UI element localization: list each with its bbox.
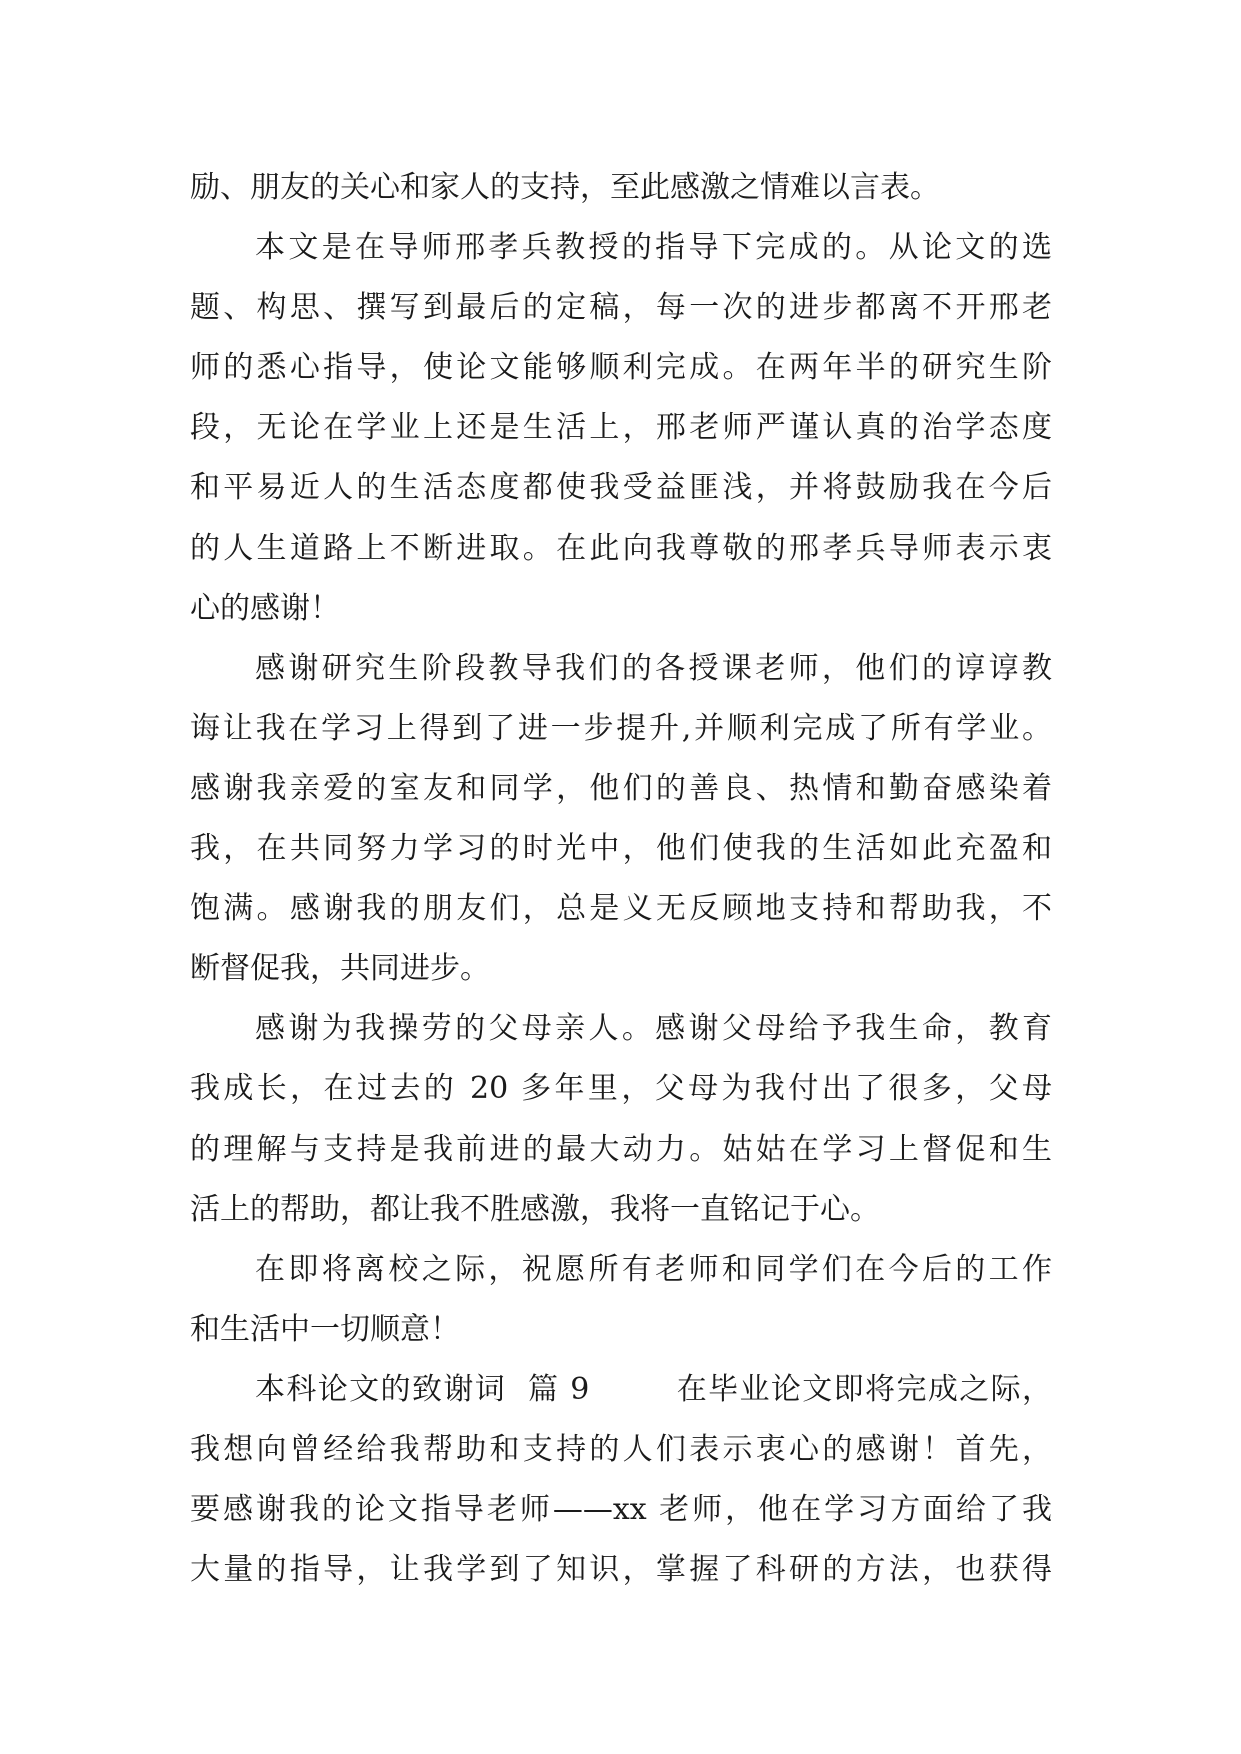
text-line: 诲让我在学习上得到了进一步提升,并顺利完成了所有学业。 bbox=[190, 710, 1052, 746]
paragraph-first-line: 本文是在导师邢孝兵教授的指导下完成的。从论文的选 bbox=[255, 230, 1052, 266]
paragraph-first-line: 感谢为我操劳的父母亲人。感谢父母给予我生命，教育 bbox=[255, 1011, 1052, 1047]
text-line: 的人生道路上不断进取。在此向我尊敬的邢孝兵导师表示衷 bbox=[190, 530, 1052, 566]
text-line: 的理解与支持是我前进的最大动力。姑姑在学习上督促和生 bbox=[190, 1131, 1052, 1167]
text-line: 要感谢我的论文指导老师——xx 老师，他在学习方面给了我 bbox=[190, 1492, 1052, 1528]
text-line: 心的感谢！ bbox=[190, 590, 340, 626]
text-line: 师的悉心指导，使论文能够顺利完成。在两年半的研究生阶 bbox=[190, 350, 1052, 386]
section-heading-line: 本科论文的致谢词 篇 9 在毕业论文即将完成之际， bbox=[255, 1371, 1052, 1407]
paragraph-first-line: 在即将离校之际，祝愿所有老师和同学们在今后的工作 bbox=[255, 1251, 1052, 1287]
body-text bbox=[190, 158, 1052, 1600]
text-line: 断督促我，共同进步。 bbox=[190, 951, 490, 987]
text-line: 和平易近人的生活态度都使我受益匪浅，并将鼓励我在今后 bbox=[190, 470, 1052, 506]
text-line: 我，在共同努力学习的时光中，他们使我的生活如此充盈和 bbox=[190, 831, 1052, 867]
paragraph-first-line: 感谢研究生阶段教导我们的各授课老师，他们的谆谆教 bbox=[255, 650, 1052, 686]
text-line: 段，无论在学业上还是生活上，邢老师严谨认真的治学态度 bbox=[190, 410, 1052, 446]
text-line: 我成长，在过去的 20 多年里，父母为我付出了很多，父母 bbox=[190, 1071, 1052, 1107]
text-line: 和生活中一切顺意！ bbox=[190, 1311, 460, 1347]
text-line: 大量的指导，让我学到了知识，掌握了科研的方法，也获得 bbox=[190, 1552, 1052, 1588]
text-line: 活上的帮助，都让我不胜感激，我将一直铭记于心。 bbox=[190, 1191, 880, 1227]
text-line: 饱满。感谢我的朋友们，总是义无反顾地支持和帮助我，不 bbox=[190, 891, 1052, 927]
text-line: 我想向曾经给我帮助和支持的人们表示衷心的感谢！首先， bbox=[190, 1431, 1052, 1467]
text-line: 感谢我亲爱的室友和同学，他们的善良、热情和勤奋感染着 bbox=[190, 770, 1052, 806]
text-line: 题、构思、撰写到最后的定稿，每一次的进步都离不开邢老 bbox=[190, 290, 1052, 326]
text-line: 励、朋友的关心和家人的支持，至此感激之情难以言表。 bbox=[190, 170, 940, 205]
